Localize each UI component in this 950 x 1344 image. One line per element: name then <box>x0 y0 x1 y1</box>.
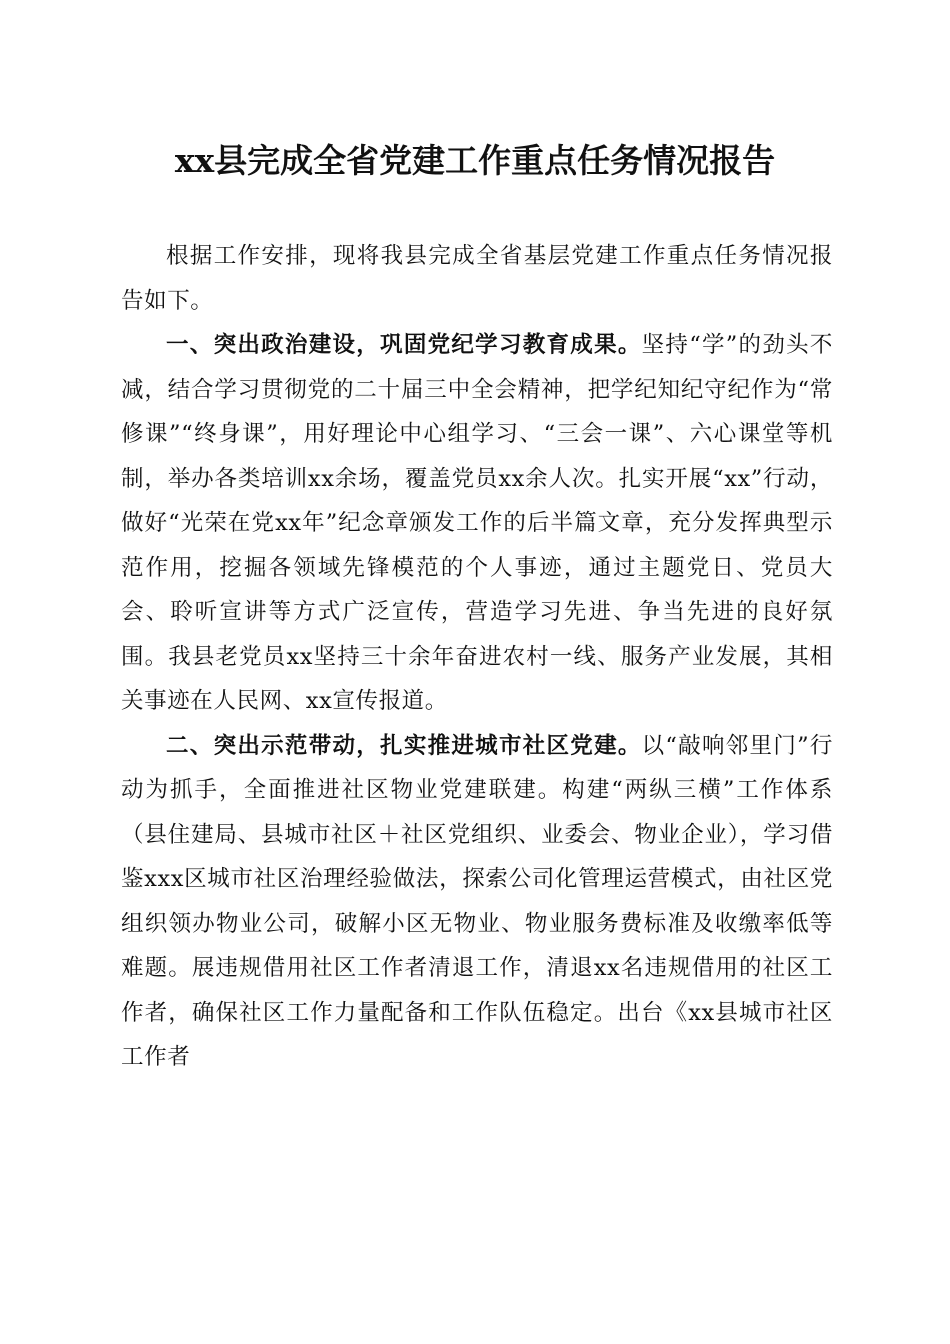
section-body-2: 以“敲响邻里门”行动为抓手，全面推进社区物业党建联建。构建“两纵三横”工作体系（县住建局、县城市社区＋社区党组织、业委会、物业企业），学习借鉴xxx区城市社区治理经验做法，探索公司化管理运营模式，由社区党组织领办物业公司，破解小区无物业、物业服务费标准及收缴率低等难题。展违规借用社区工作者清退工作，清退xx名违规借用的社区工作者，确保社区工作力量配备和工作队伍稳定。出台《xx县城市社区工作者 <box>121 732 833 1070</box>
section-heading-1: 一、突出政治建设，巩固党纪学习教育成果。 <box>166 332 642 358</box>
document-title: xx县完成全省党建工作重点任务情况报告 <box>174 141 776 180</box>
section-paragraph-1 <box>121 323 833 724</box>
section-body-1: 坚持“学”的劲头不减，结合学习贯彻党的二十届三中全会精神，把学纪知纪守纪作为“常修课”“终身课”，用好理论中心组学习、“三会一课”、六心课堂等机制，举办各类培训xx余场，覆盖党员xx余人次。扎实开展“xx”行动，做好“光荣在党xx年”纪念章颁发工作的后半篇文章，充分发挥典型示范作用，挖掘各领域先锋模范的个人事迹，通过主题党日、党员大会、聆听宣讲等方式广泛宣传，营造学习先进、争当先进的良好氛围。我县老党员xx坚持三十余年奋进农村一线、服务产业发展，其相关事迹在人民网、xx宣传报道。 <box>121 332 833 714</box>
document-body <box>121 234 833 1080</box>
section-heading-2: 二、突出示范带动，扎实推进城市社区党建。 <box>166 732 642 759</box>
section-paragraph-2 <box>121 724 833 1080</box>
intro-paragraph: 根据工作安排，现将我县完成全省基层党建工作重点任务情况报告如下。 <box>121 243 833 314</box>
